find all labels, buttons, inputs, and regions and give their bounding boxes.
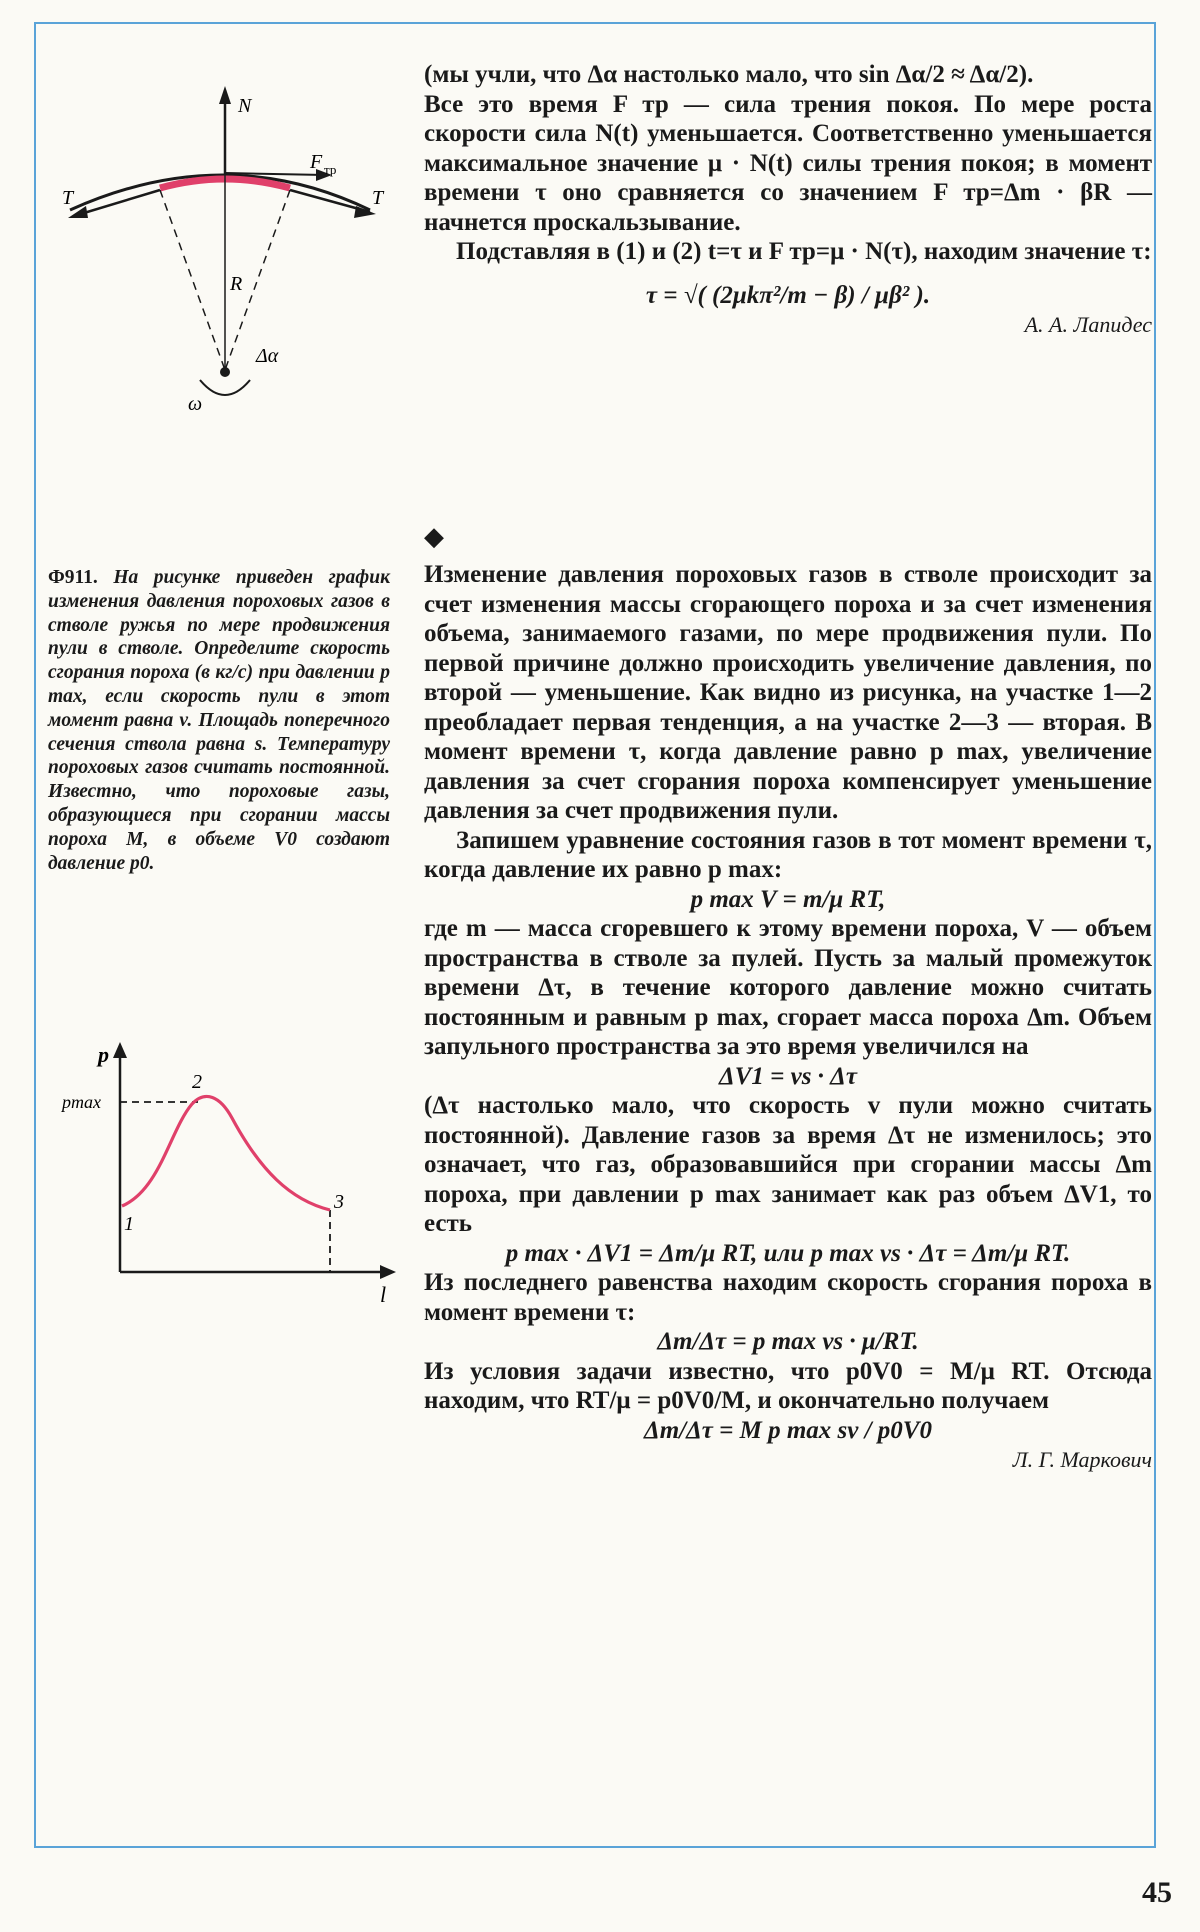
s2-author: Л. Г. Маркович (1012, 1447, 1152, 1472)
label-alpha: Δα (256, 345, 279, 367)
s1-p3: Подставляя в (1) и (2) t=τ и F тр=μ · N(τ), находим значение τ: (456, 238, 1152, 265)
s2-p1: Изменение давления пороховых газов в стволе происходит за счет изменения массы сгорающего пороха и за счет изменения объема, занимаемого газами, по мере продвижения пули. По первой причине должно происходить увеличение давления, по второй — уменьшение. Как видно из рисунка, на участке 1—2 преобладает первая тенденция, а на участке 2—3 — вторая. В момент времени τ, когда давление равно p max, увеличение давления за счет сгорания пороха компенсирует уменьшение давления за счет продвижения пули. (424, 561, 1152, 824)
section2 (424, 560, 1152, 1475)
s2-p5: Из последнего равенства находим скорость сгорания пороха в момент времени τ: (424, 1269, 1152, 1326)
s2-p3: где m — масса сгоревшего к этому времени пороха, V — объем пространства в стволе за пулей. Пусть за малый промежуток времени Δτ, в течение которого давление можно считать постоянным и равным p max, сгорает масса пороха Δm. Объем запульного пространства за это время увеличился на (424, 915, 1152, 1060)
s1-p1: (мы учли, что Δα настолько мало, что sin Δα/2 ≈ Δα/2). (424, 61, 1034, 88)
s2-f3: p max · ΔV1 = Δm/μ RT, или p max vs · Δτ = Δm/μ RT. (505, 1239, 1071, 1267)
s2-f5: Δm/Δτ = M p max sv / p0V0 (644, 1416, 932, 1444)
s2-f2: ΔV1 = vs · Δτ (719, 1062, 857, 1090)
graph-x-label: l (380, 1282, 387, 1307)
graph-pmax-label: pmax (62, 1092, 101, 1112)
label-T-left: T (62, 187, 74, 209)
section1 (424, 60, 1152, 340)
page-number: 45 (1142, 1876, 1172, 1909)
s1-p2: Все это время F тр — сила трения покоя. По мере роста скорости сила N(t) уменьшается. Соответственно уменьшается максимальное значение μ · N(t) силы трения покоя; в момент времени τ оно сравняется со значением F тр=Δm · βR — начнется проскальзывание. (424, 90, 1152, 236)
s1-author: А. А. Лапидес (1024, 312, 1152, 337)
label-N: N (238, 95, 252, 117)
graph-y-label: p (98, 1042, 109, 1067)
graph-point-3: 3 (334, 1191, 344, 1213)
label-omega: ω (188, 393, 203, 415)
s1-formula: τ = √( (2μkπ²/m − β) / μβ² ). (645, 281, 931, 309)
s2-p2: Запишем уравнение состояния газов в тот момент времени τ, когда давление их равно p max: (424, 826, 1152, 883)
s2-p6: Из условия задачи известно, что p0V0 = M/μ RT. Отсюда находим, что RT/μ = p0V0/M, и окончательно получаем (424, 1357, 1152, 1414)
pressure-graph (60, 1040, 400, 1310)
label-R: R (230, 273, 243, 295)
graph-point-2: 2 (192, 1071, 202, 1093)
problem-text: На рисунке приведен график изменения давления пороховых газов в стволе ружья по мере продвижения пули в стволе. Определите скорость сгорания пороха (в кг/с) при давлении p max, если скорость пули в этот момент равна v. Площадь поперечного сечения ствола равна s. Температуру пороховых газов считать постоянной. Известно, что пороховые газы, образующиеся при сгорании массы пороха M, в объеме V0 создают давление p0. (48, 567, 390, 874)
label-F-sub: тр (324, 162, 337, 177)
label-F: F (310, 151, 323, 173)
s2-p4: (Δτ настолько мало, что скорость v пули можно считать постоянной). Давление газов за время Δτ не изменилось; это означает, что газ, образовавшийся при сгорании массы Δm пороха, при давлении p max занимает как раз объем ΔV1, то есть (424, 1092, 1152, 1237)
section-separator: ◆ (424, 522, 444, 551)
rotating-drum-diagram (60, 80, 390, 420)
s2-f4: Δm/Δτ = p max vs · μ/RT. (657, 1328, 919, 1355)
graph-point-1: 1 (124, 1213, 134, 1235)
s2-f1: p max V = m/μ RT, (690, 885, 886, 913)
problem-number: Ф911. (48, 567, 98, 588)
label-T-right: T (372, 187, 384, 209)
problem-statement (48, 566, 390, 875)
